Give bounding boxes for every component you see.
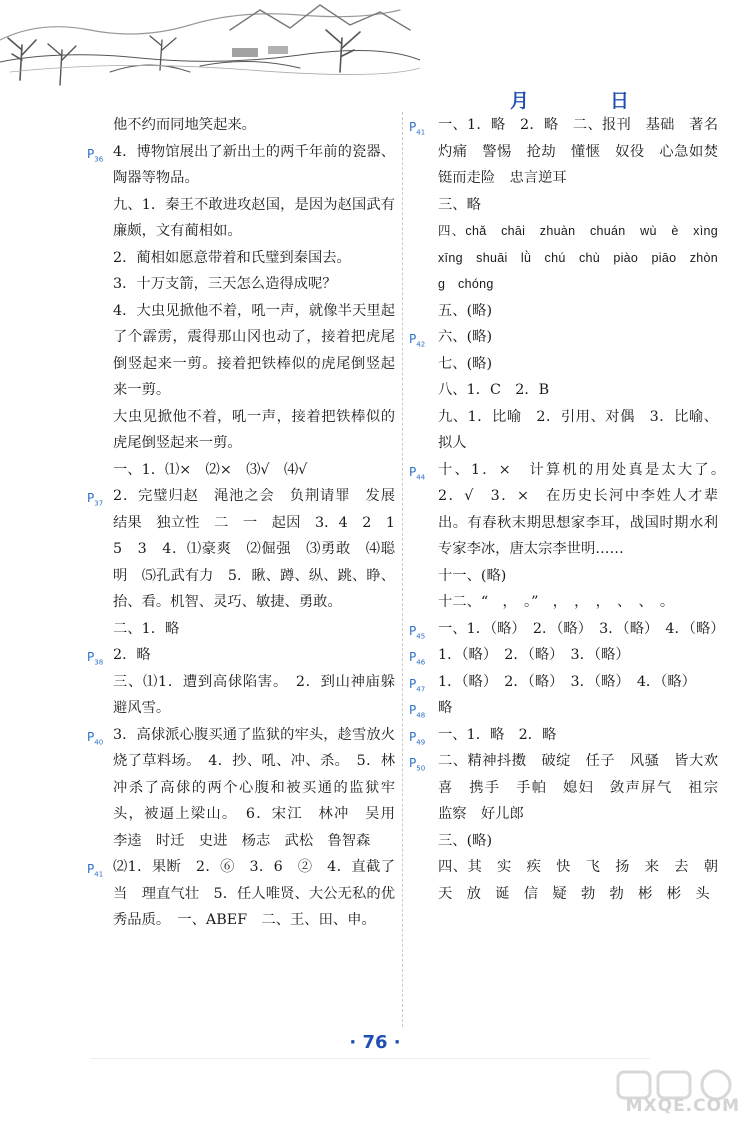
answer-entry — [113, 192, 395, 245]
answer-text: 3．高俅派心腹买通了监狱的牢头，趁雪放火烧了草料场。 4．抄、吼、冲、杀。 5．林冲杀了高俅的两个心腹和被买通的监狱牢头，被逼上梁山。 6．宋江 林冲 吴用 李逵 时迁 史进 杨志 武松 鲁智森 — [113, 726, 410, 849]
page-marker-number: 38 — [94, 658, 104, 667]
page-marker-number: 50 — [416, 764, 426, 773]
answer-entry — [113, 298, 395, 404]
answer-text: 略 — [438, 700, 453, 716]
answer-text: 1．（略） 2．（略） 3．（略） 4．（略） — [438, 673, 696, 690]
page-marker-number: 46 — [416, 658, 426, 667]
answer-text: 二、1．略 — [113, 620, 180, 637]
answer-text: 十、1．× 计算机的用处真是太大了。 2．√ 3．× 在历史长河中李姓人才辈出。有春秋末期思想家李耳，战国时期水利专家李冰，唐太宗李世明…… — [438, 461, 733, 557]
answer-text: 一、1．略 2．略 二、报刊 基础 著名 灼痛 警惕 抢劫 懂惬 奴役 心急如焚 铤而走险 忠言逆耳 — [438, 117, 733, 186]
answer-entry — [113, 404, 395, 457]
answer-text: 大虫见掀他不着，吼一声，接着把铁棒似的虎尾倒竖起来一剪。 — [113, 408, 395, 451]
answer-entry — [409, 669, 718, 696]
column-divider — [402, 112, 403, 1027]
left-answer-column — [87, 112, 410, 934]
page-marker-number: 41 — [416, 128, 426, 137]
page-marker: $P_{49}$ — [409, 729, 426, 746]
answer-entry — [438, 828, 718, 855]
answer-entry — [409, 748, 733, 828]
answer-text: 2．蔺相如愿意带着和氏璧到秦国去。 — [113, 249, 351, 266]
page-marker: $P_{46}$ — [409, 650, 426, 667]
date-day-label: 日 — [610, 90, 630, 112]
answer-text: 三、(略) — [438, 832, 493, 849]
answer-entry — [438, 218, 731, 298]
answer-text: 一、1．⑴× ⑵× ⑶√ ⑷√ — [113, 461, 308, 478]
answer-entry — [438, 563, 718, 590]
answer-entry — [113, 245, 395, 272]
answer-text: 八、1．C 2．B — [438, 382, 550, 398]
answer-text: 他不约而同地笑起来。 — [113, 117, 256, 133]
header-landscape-illustration — [0, 0, 420, 110]
answer-entry — [438, 192, 718, 219]
answer-text: 4．博物馆展出了新出土的两千年前的瓷器、陶器等物品。 — [113, 143, 395, 186]
answer-entry — [438, 298, 718, 325]
answer-entry — [113, 669, 395, 722]
page-marker: $P_{41}$ — [409, 120, 426, 137]
answer-text: 四、chǎ chāi zhuàn chuán wù è xìng xīng shuāi lǜ chú chù piào piāo zhòng chóng — [438, 224, 731, 291]
answer-entry — [409, 722, 718, 749]
page-number: · 76 · — [349, 1032, 401, 1053]
answer-entry — [409, 616, 725, 643]
answer-text: 一、1．（略） 2．（略） 3．（略） 4．（略） — [438, 620, 725, 637]
answer-text: 2．完璧归赵 渑池之会 负荆请罪 发展 结果 独立性 二 一 起因 3．4 2 1 5 3 4．⑴豪爽 ⑵倔强 ⑶勇敢 ⑷聪明 ⑸孔武有力 5．瞅、蹲、纵、跳、睁、抬、看。机智、灵巧、敏捷、勇敢。 — [113, 488, 410, 610]
answer-entry — [113, 457, 395, 484]
page-marker-number: 42 — [416, 340, 426, 349]
answer-text: 七、(略) — [438, 355, 493, 372]
answer-text: 十一、(略) — [438, 567, 507, 584]
answer-text: 三、⑴1．遭到高俅陷害。 2．到山神庙躲避风雪。 — [113, 673, 395, 716]
answer-text: 三、略 — [438, 196, 481, 213]
page-marker: $P_{48}$ — [409, 703, 426, 720]
answer-entry — [87, 139, 395, 192]
page-marker: $P_{38}$ — [87, 650, 104, 667]
page-marker: $P_{41}$ — [87, 862, 104, 879]
page-marker: $P_{45}$ — [409, 623, 426, 640]
answer-text: 九、1．比喻 2．引用、对偶 3．比喻、拟人 — [438, 408, 718, 451]
answer-entry — [409, 695, 718, 722]
answer-entry — [438, 377, 718, 404]
right-answer-column — [409, 112, 733, 907]
page-marker-number: 36 — [94, 154, 104, 163]
answer-text: ⑵1．果断 2．⑥ 3．6 ② 4．直截了当 理直气壮 5．任人唯贤、大公无私的优秀品质。 一、ABEF 二、王、田、申。 — [113, 859, 395, 928]
answer-entry — [409, 324, 718, 351]
page-marker-number: 48 — [416, 711, 426, 720]
page-marker-number: 37 — [94, 499, 104, 508]
answer-entry — [87, 722, 410, 855]
answer-entry — [438, 404, 718, 457]
page-marker-number: 49 — [416, 737, 426, 746]
answer-entry — [409, 112, 733, 192]
date-month-label: 月 — [510, 90, 530, 112]
answer-text: 五、(略) — [438, 302, 493, 319]
answer-entry — [113, 112, 395, 139]
answer-text: 十二、“ ， 。” ， ， ， 、 、 。 — [438, 594, 675, 610]
answer-entry — [409, 642, 718, 669]
page-marker-number: 40 — [94, 737, 104, 746]
answer-text: 六、(略) — [438, 329, 493, 345]
answer-text: 2．略 — [113, 647, 151, 663]
page-marker-number: 45 — [416, 631, 426, 640]
answer-entry — [87, 483, 410, 616]
footer-divider — [90, 1058, 650, 1059]
page-marker-number: 44 — [416, 472, 426, 481]
answer-text: 九、1．秦王不敢进攻赵国，是因为赵国武有廉颇，文有蔺相如。 — [113, 196, 395, 239]
answer-entry — [113, 616, 395, 643]
page-marker: $P_{36}$ — [87, 146, 104, 163]
answer-entry — [438, 589, 718, 616]
answer-text: 1．（略） 2．（略） 3．（略） — [438, 647, 630, 663]
page-marker-number: 47 — [416, 684, 426, 693]
page-marker: $P_{50}$ — [409, 756, 426, 773]
page-marker: $P_{42}$ — [409, 332, 426, 349]
page-marker: $P_{47}$ — [409, 676, 426, 693]
answer-text: 一、1．略 2．略 — [438, 726, 557, 743]
answer-entry — [87, 642, 395, 669]
page-marker: $P_{44}$ — [409, 464, 426, 481]
page-marker: $P_{37}$ — [87, 491, 104, 508]
page-marker-number: 41 — [94, 870, 104, 879]
page-marker: $P_{40}$ — [87, 729, 104, 746]
answer-entry — [409, 457, 733, 563]
answer-text: 四、其 实 疾 快 飞 扬 来 去 朝 天 放 诞 信 疑 勃 勃 彬 彬 头 — [438, 859, 733, 902]
answer-text: 二、精神抖擞 破绽 任子 风骚 皆大欢喜 携手 手帕 媳妇 敛声屏气 祖宗 监察 好儿郎 — [438, 753, 733, 822]
answer-entry — [87, 854, 395, 934]
answer-entry — [438, 854, 733, 907]
answer-entry — [113, 271, 395, 298]
answer-text: 3．十万支箭，三天怎么造得成呢？ — [113, 276, 337, 292]
answer-text: 4．大虫见掀他不着，吼一声，就像半天里起了个霹雳，震得那山冈也动了，接着把虎尾倒竖起来一剪。接着把铁棒似的虎尾倒竖起来一剪。 — [113, 302, 395, 398]
answer-entry — [438, 351, 718, 378]
watermark-url: MXQE.COM — [625, 1096, 740, 1116]
